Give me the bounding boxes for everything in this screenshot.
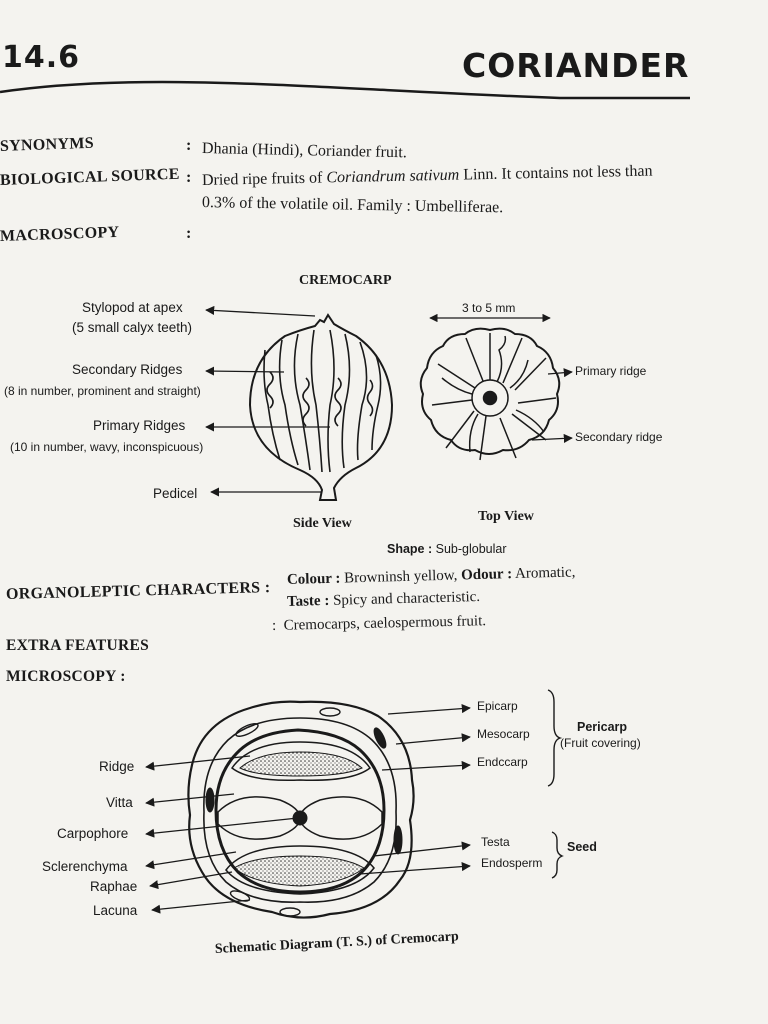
side-view-caption: Side View [293, 516, 352, 531]
microscopy-label: MICROSCOPY : [6, 668, 126, 685]
page-title: CORIANDER [462, 46, 690, 85]
carpophore-label: Carpophore [57, 826, 129, 841]
mesocarp-label: Mesocarp [477, 727, 530, 741]
biological-source-value: Dried ripe fruits of Coriandrum sativum Linn. It contains not less than [201, 162, 653, 189]
seed-label: Seed [567, 840, 597, 854]
synonyms-label: SYNONYMS [0, 134, 95, 155]
size-label: 3 to 5 mm [462, 301, 516, 315]
ts-diagram [188, 702, 413, 918]
pedicel-label: Pedicel [153, 486, 198, 501]
biological-source-colon: : [186, 169, 192, 186]
sclerenchyma-label: Sclerenchyma [42, 859, 128, 874]
lacuna-label: Lacuna [93, 903, 138, 918]
organoleptic-label: ORGANOLEPTIC CHARACTERS : [5, 579, 271, 603]
primary-ridges-label: Primary Ridges [93, 418, 186, 433]
secondary-ridges-label: Secondary Ridges [72, 362, 183, 377]
vitta-label: Vitta [106, 795, 133, 810]
organoleptic-line2: Taste : Spicy and characteristic. [286, 588, 481, 610]
biological-source-label: BIOLOGICAL SOURCE [0, 165, 180, 189]
epicarp-label: Epicarp [477, 699, 518, 713]
cremocarp-title: CREMOCARP [299, 273, 392, 288]
stylopod-note: (5 small calyx teeth) [72, 320, 193, 335]
secondary-ridges-note: (8 in number, prominent and straight) [4, 384, 201, 398]
macroscopy-colon: : [186, 225, 192, 242]
synonyms-value: Dhania (Hindi), Coriander fruit. [201, 140, 407, 162]
secondary-ridge-label: Secondary ridge [575, 430, 663, 444]
extra-features-label: EXTRA FEATURES [6, 637, 150, 654]
organoleptic-line1: Colour : Browninsh yellow, Odour : Aromatic, [286, 564, 576, 588]
chapter-number: 14.6 [2, 40, 81, 75]
ridge-label: Ridge [99, 759, 135, 774]
endocarp-label: Endccarp [477, 755, 528, 769]
side-view-fruit [250, 315, 392, 500]
biological-source-value-line2: 0.3% of the volatile oil. Family : Umbelliferae. [201, 194, 504, 217]
primary-ridges-note: (10 in number, wavy, inconspicuous) [10, 440, 204, 454]
shape-line: Shape : Sub-globular [387, 542, 507, 556]
primary-ridge-label: Primary ridge [575, 364, 647, 378]
raphae-label: Raphae [90, 879, 138, 894]
extra-features-value: : Cremocarps, caelospermous fruit. [271, 613, 487, 634]
testa-label: Testa [481, 835, 510, 849]
pericarp-label: Pericarp [577, 720, 628, 734]
stylopod-label: Stylopod at apex [82, 300, 183, 315]
top-view-caption: Top View [478, 509, 534, 524]
synonyms-colon: : [186, 137, 192, 154]
macroscopy-label: MACROSCOPY [0, 223, 120, 245]
endosperm-label: Endosperm [481, 856, 543, 870]
ts-caption: Schematic Diagram (T. S.) of Cremocarp [214, 929, 460, 957]
pericarp-note: (Fruit covering) [560, 736, 641, 750]
